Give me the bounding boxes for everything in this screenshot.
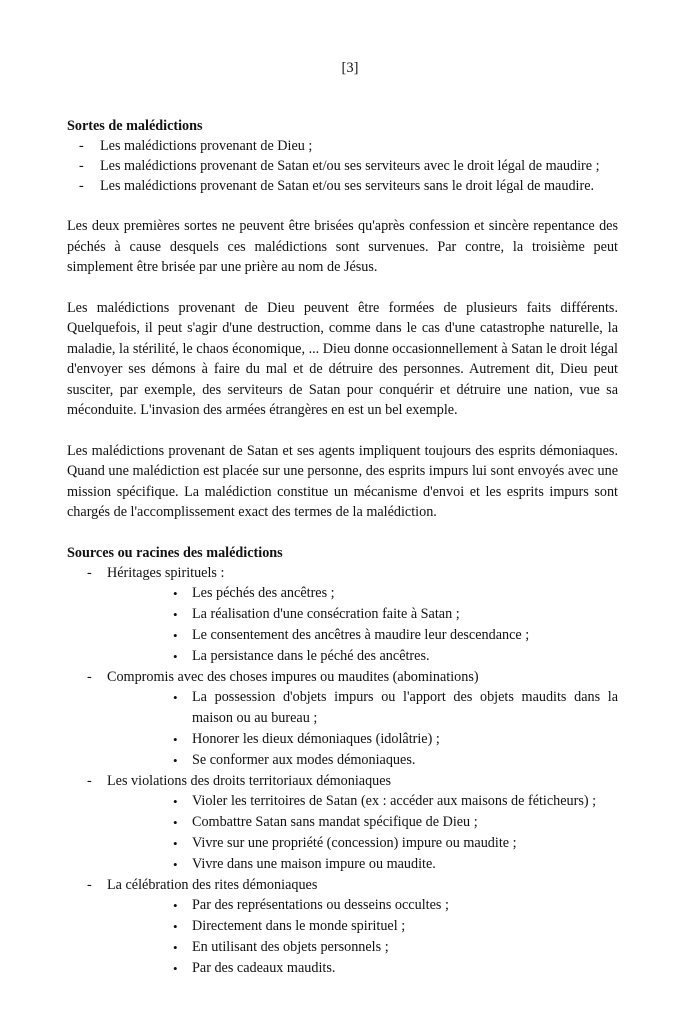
sortes-list xyxy=(67,136,618,196)
group-label: La célébration des rites démoniaques xyxy=(107,876,318,893)
dash-icon: - xyxy=(79,178,84,194)
list-item: - Les malédictions provenant de Dieu ; xyxy=(79,138,313,154)
source-group xyxy=(67,771,618,875)
group-label: Héritages spirituels : xyxy=(107,564,225,581)
list-item: • En utilisant des objets personnels ; xyxy=(67,937,618,958)
list-item: • Par des représentations ou desseins occultes ; xyxy=(67,895,618,916)
bullet-icon: • xyxy=(173,960,178,976)
list-item: • La persistance dans le péché des ancêtres. xyxy=(67,646,618,667)
list-item: • Violer les territoires de Satan (ex : accéder aux maisons de féticheurs) ; xyxy=(67,791,618,812)
bullet-icon: • xyxy=(173,835,178,851)
page-number: [3] xyxy=(341,60,359,76)
list-item: • Le consentement des ancêtres à maudire leur descendance ; xyxy=(67,625,618,646)
bullet-icon: • xyxy=(173,648,178,664)
bullet-icon: • xyxy=(173,897,178,913)
group-label: Compromis avec des choses impures ou maudites (abominations) xyxy=(107,668,479,685)
bullet-icon: • xyxy=(173,627,178,643)
bullet-icon: • xyxy=(173,814,178,830)
list-item: • Combattre Satan sans mandat spécifique de Dieu ; xyxy=(67,812,618,833)
document-body xyxy=(67,116,618,979)
dash-icon: - xyxy=(79,158,84,174)
list-item: - Les malédictions provenant de Satan et/ou ses serviteurs avec le droit légal de maudire ; xyxy=(79,158,600,174)
list-item: • Vivre sur une propriété (concession) impure ou maudite ; xyxy=(67,833,618,854)
dash-icon: - xyxy=(87,772,92,789)
dash-icon: - xyxy=(87,668,92,685)
bullet-icon: • xyxy=(173,918,178,934)
list-item: • La réalisation d'une consécration faite à Satan ; xyxy=(67,604,618,625)
list-item: • Les péchés des ancêtres ; xyxy=(67,583,618,604)
list-item: • La possession d'objets impurs ou l'apport des objets maudits dans la maison ou au bureau ; xyxy=(173,688,618,726)
bullet-icon: • xyxy=(173,731,178,747)
list-item: - Les malédictions provenant de Satan et/ou ses serviteurs sans le droit légal de maudire. xyxy=(79,178,595,194)
source-group xyxy=(67,875,618,979)
list-item: • Directement dans le monde spirituel ; xyxy=(67,916,618,937)
group-label: Les violations des droits territoriaux démoniaques xyxy=(107,772,392,789)
bullet-icon: • xyxy=(173,585,178,601)
list-item: • Se conformer aux modes démoniaques. xyxy=(67,750,618,771)
source-group xyxy=(67,563,618,667)
sources-list xyxy=(67,563,618,979)
list-item: • Honorer les dieux démoniaques (idolâtrie) ; xyxy=(67,729,618,750)
bullet-icon: • xyxy=(173,606,178,622)
dash-icon: - xyxy=(87,876,92,893)
paragraph: Les malédictions provenant de Dieu peuvent être formées de plusieurs faits différents. Quelquefois, il peut s'agir d'une destruction, comme dans le cas d'une catastrophe naturelle, la maladie, la stérilité, le chaos économique, ... Dieu donne occasionnellement à Satan le droit légal d'envoyer ses démons à faire du mal et de détruire des personnes. Autrement dit, Dieu peut susciter, par exemple, des serviteurs de Satan pour conquérir et détruire une nation, vue sa méconduite. L'invasion des armées étrangères en est un bel exemple. xyxy=(67,299,618,418)
paragraph: Les deux premières sortes ne peuvent être brisées qu'après confession et sincère repentance des péchés à cause desquels ces malédictions sont survenues. Par contre, la troisième peut simplement être brisée par une prière au nom de Jésus. xyxy=(67,218,618,275)
dash-icon: - xyxy=(87,564,92,581)
bullet-icon: • xyxy=(173,856,178,872)
dash-icon: - xyxy=(79,138,84,154)
bullet-icon: • xyxy=(173,689,178,705)
bullet-icon: • xyxy=(173,793,178,809)
paragraph: Les malédictions provenant de Satan et ses agents impliquent toujours des esprits démoniaques. Quand une malédiction est placée sur une personne, des esprits impurs lui sont envoyés avec une mission spécifique. La malédiction constitue un mécanisme d'envoi et les esprits impurs sont chargés de l'accomplissement exact des termes de la malédiction. xyxy=(67,442,618,520)
source-group xyxy=(67,667,618,771)
list-item: • Vivre dans une maison impure ou maudite. xyxy=(67,854,618,875)
bullet-icon: • xyxy=(173,752,178,768)
section-heading-sortes: Sortes de malédictions xyxy=(67,118,203,134)
section-heading-sources: Sources ou racines des malédictions xyxy=(67,544,283,561)
bullet-icon: • xyxy=(173,939,178,955)
list-item: • Par des cadeaux maudits. xyxy=(67,958,618,979)
